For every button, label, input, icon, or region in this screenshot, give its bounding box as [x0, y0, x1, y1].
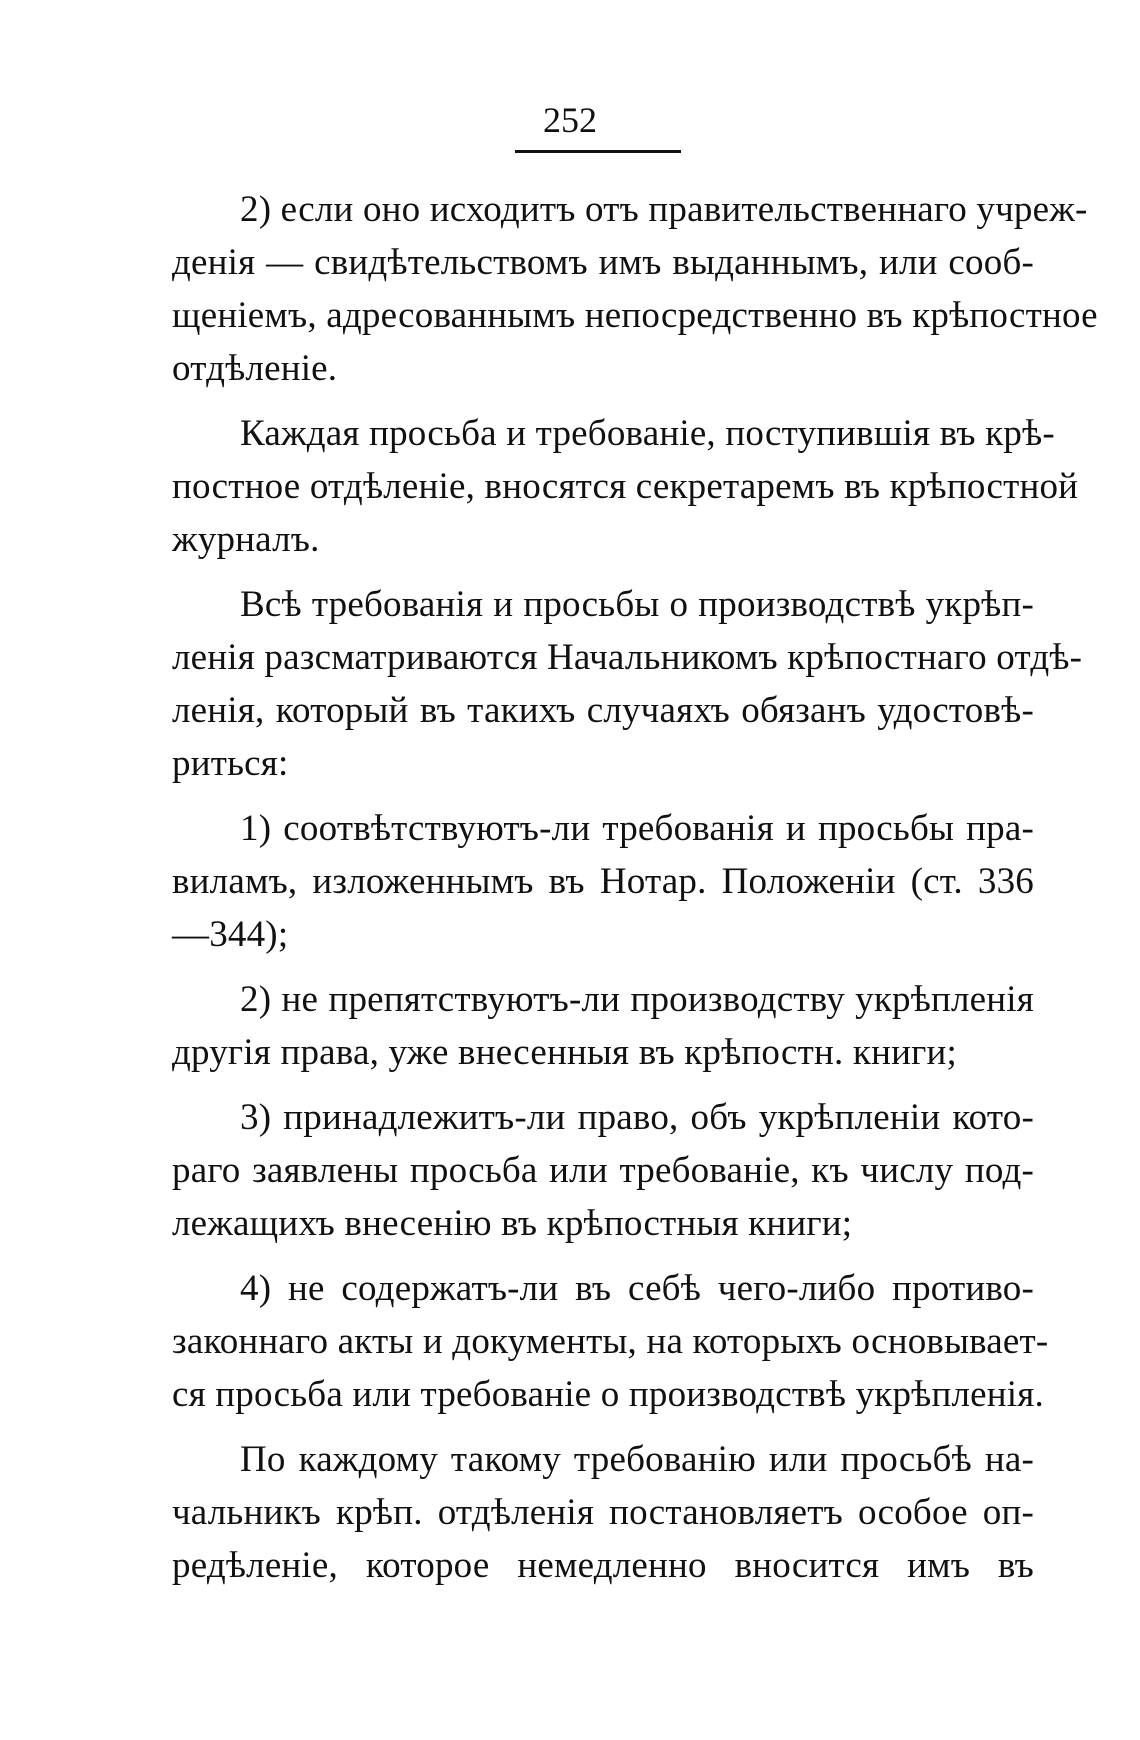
text-line: —344);	[172, 914, 289, 955]
text-line: риться:	[172, 743, 289, 784]
paragraph	[172, 1262, 1049, 1421]
paragraph	[172, 183, 1098, 395]
text-line: постное отдѣленіе, вносятся секретаремъ въ крѣпостной	[172, 466, 1079, 507]
paragraph	[172, 1091, 1034, 1250]
text-line: щеніемъ, адресованнымъ непосредственно въ крѣпостное	[172, 295, 1098, 336]
paragraph	[172, 973, 1034, 1079]
header-rule	[515, 150, 681, 153]
text-line: Каждая просьба и требованіе, поступившія въ крѣ-	[240, 413, 1055, 454]
page-number: 252	[543, 100, 597, 140]
paragraph	[172, 407, 1079, 566]
text-line: ленія, который въ такихъ случаяхъ обязанъ удостовѣ-	[172, 690, 1034, 731]
text-line: ленія разсматриваются Начальникомъ крѣпостнаго отдѣ-	[172, 637, 1083, 678]
text-line: 2) не препятствуютъ-ли производству укрѣпленія	[240, 979, 1034, 1020]
paragraph	[172, 802, 1034, 961]
text-line: журналъ.	[172, 519, 320, 560]
text-line: раго заявлены просьба или требованіе, къ числу под-	[172, 1150, 1034, 1191]
text-line: 4) не содержатъ-ли въ себѣ чего-либо противо-	[240, 1268, 1034, 1309]
text-line: Всѣ требованія и просьбы о производствѣ укрѣп-	[240, 584, 1034, 625]
text-line: виламъ, изложеннымъ въ Нотар. Положеніи (ст. 336	[172, 861, 1034, 902]
paragraph	[172, 578, 1083, 790]
text-line: чальникъ крѣп. отдѣленія постановляетъ особое оп-	[172, 1492, 1034, 1533]
text-line: лежащихъ внесенію въ крѣпостныя книги;	[172, 1203, 853, 1244]
text-line: отдѣленіе.	[172, 348, 338, 389]
text-line: 2) если оно исходитъ отъ правительственнаго учреж-	[240, 189, 1088, 230]
body-text	[172, 183, 1098, 1604]
text-line: 1) соотвѣтствуютъ-ли требованія и просьбы пра-	[240, 808, 1034, 849]
text-line: 3) принадлежитъ-ли право, объ укрѣпленіи кото-	[240, 1097, 1034, 1138]
text-line: денія — свидѣтельствомъ имъ выданнымъ, или сооб-	[172, 242, 1034, 283]
text-line: По каждому такому требованію или просьбѣ на-	[240, 1439, 1034, 1480]
text-line: законнаго акты и документы, на которыхъ основывает-	[172, 1321, 1049, 1362]
text-line: другія права, уже внесенныя въ крѣпостн. книги;	[172, 1032, 957, 1073]
text-line: ся просьба или требованіе о производствѣ укрѣпленія.	[172, 1374, 1044, 1415]
text-line: редѣленіе, которое немедленно вносится имъ въ	[172, 1545, 1034, 1586]
paragraph	[172, 1433, 1034, 1592]
